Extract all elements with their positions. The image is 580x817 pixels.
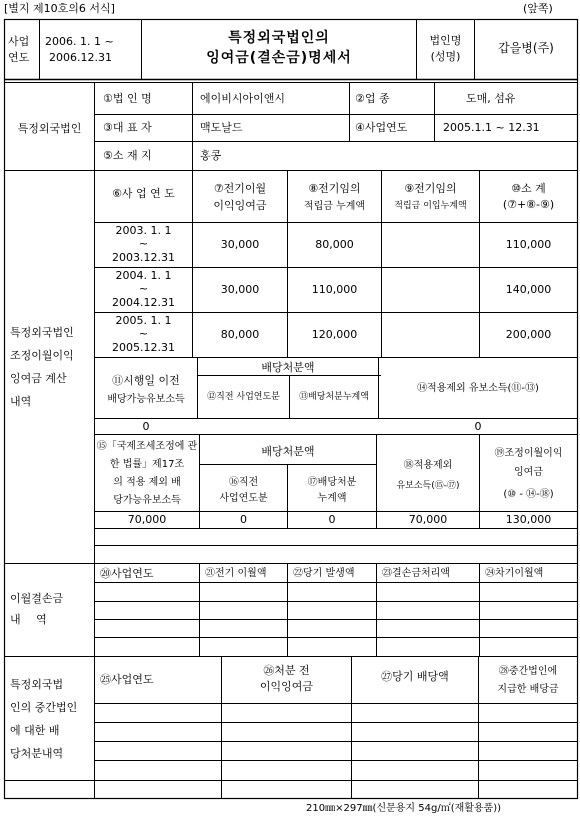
row3-tilde: ~ <box>138 327 149 340</box>
period-to: 2006.12.31 <box>49 51 112 64</box>
value-18: 70,000 <box>408 513 448 526</box>
form-title-line-1: 특정외국법인의 <box>228 30 330 46</box>
section-intermediate-1: 특정외국법 <box>10 678 64 691</box>
col10-header-2: (⑦+⑧-⑨) <box>502 198 555 211</box>
col16-header-2: 사업연도분 <box>219 493 268 504</box>
row3-v7: 80,000 <box>220 328 260 341</box>
value-16: 0 <box>240 513 247 526</box>
section-adjusted-label-4: 내역 <box>10 395 32 408</box>
col22-header: ㉒당기 발생액 <box>293 568 355 579</box>
business-type-label: ②업 종 <box>355 92 390 105</box>
fiscal-year-value: 2005.1.1 ~ 12.31 <box>443 121 540 134</box>
col11-header-1: ⑪시행일 이전 <box>112 373 180 387</box>
row2-to: 2004.12.31 <box>112 296 175 309</box>
value-14: 0 <box>474 420 482 433</box>
row1-v8: 80,000 <box>315 238 354 251</box>
corp-name-value: 갑을병(주) <box>498 40 554 55</box>
section-carryover-loss-1: 이월결손금 <box>10 592 64 605</box>
period-label-1: 사업 <box>8 35 30 48</box>
col19-header-2: 잉여금 <box>514 467 543 478</box>
section-adjusted-label-1: 특정외국법인 <box>10 326 74 339</box>
col12-header: ⑫직전 사업연도분 <box>207 392 280 402</box>
col15-header-1: ⑮「국제조세조정에 관 <box>96 441 198 452</box>
value-15: 70,000 <box>127 513 167 526</box>
col17-header-1: ⑰배당처분 <box>307 477 357 488</box>
row2-tilde: ~ <box>138 282 149 295</box>
col28-header-1: ㉘중간법인에 <box>498 666 558 677</box>
value-19: 130,000 <box>505 513 552 526</box>
col19-header-1: ⑲조정이월이익 <box>494 448 563 459</box>
col18-header-2: 유보소득(⑮-⑰) <box>396 481 460 491</box>
row2-v8: 110,000 <box>311 283 358 296</box>
row3-v10: 200,000 <box>505 328 552 341</box>
front-side-label: (앞쪽) <box>523 2 553 15</box>
col18-header-1: ⑱적용제외 <box>403 460 453 471</box>
col26-header-1: ㉖처분 전 <box>263 663 310 677</box>
corp-name-label-2: (성명) <box>430 49 461 63</box>
dividend-allocation-header: 배당처분액 <box>261 360 315 374</box>
col15-header-2: 한 법률」제17조 <box>109 459 185 470</box>
col9-header-2: 적립금 이입누계액 <box>394 201 467 211</box>
corp-name-field-label: ①법 인 명 <box>103 92 152 105</box>
col15-header-4: 당가능유보소득 <box>113 495 181 506</box>
col15-header-3: 의 적용 제외 배 <box>113 477 181 488</box>
value-11: 0 <box>142 420 150 433</box>
col21-header: ㉑전기 이월액 <box>205 568 267 579</box>
col7-header-1: ⑦전기이월 <box>213 181 267 195</box>
col24-header: ㉔차기이월액 <box>485 568 544 579</box>
col27-header: ㉗당기 배당액 <box>381 669 449 683</box>
section-adjusted-label-2: 조정이월이익 <box>10 349 74 362</box>
col8-header-1: ⑧전기임의 <box>308 181 361 195</box>
col20-header: ⑳사업연도 <box>100 567 154 580</box>
address-label: ⑤소 재 지 <box>103 149 152 162</box>
corp-name-label-1: 법인명 <box>429 33 462 47</box>
section-intermediate-4: 당처분내역 <box>10 747 64 760</box>
paper-spec-footer: 210㎜×297㎜(신문용지 54g/㎡(재활용품)) <box>306 803 502 814</box>
section-foreign-corp: 특정외국법인 <box>17 122 82 135</box>
col28-header-2: 지급한 배당금 <box>497 684 559 695</box>
period-label-2: 연도 <box>8 51 30 64</box>
section-intermediate-3: 에 대한 배 <box>10 724 60 737</box>
form-number: [별지 제10호의6 서식] <box>4 2 115 15</box>
representative-label: ③대 표 자 <box>103 121 152 134</box>
value-17: 0 <box>328 513 336 526</box>
col6-header: ⑥사 업 연 도 <box>112 186 175 200</box>
form-title-line-2: 잉여금(결손금)명세서 <box>206 50 352 66</box>
row1-to: 2003.12.31 <box>112 251 175 264</box>
row3-v8: 120,000 <box>311 328 358 341</box>
fiscal-year-label: ④사업연도 <box>355 121 408 134</box>
col14-header: ⑭적용제외 유보소득(⑪-⑬) <box>417 383 539 394</box>
dividend-allocation-header-2: 배당처분액 <box>261 444 315 458</box>
col9-header-1: ⑨전기임의 <box>404 181 457 195</box>
section-adjusted-label-3: 잉여금 계산 <box>10 372 67 385</box>
col8-header-2: 적립금 누계액 <box>303 201 366 212</box>
col23-header: ㉓결손금처리액 <box>382 568 450 579</box>
section-intermediate-2: 인의 중간법인 <box>10 701 78 714</box>
row1-from: 2003. 1. 1 <box>115 224 172 237</box>
representative-value: 맥도날드 <box>200 121 243 134</box>
address-value: 홍콩 <box>200 149 222 162</box>
row1-tilde: ~ <box>138 237 149 250</box>
row2-v7: 30,000 <box>220 283 260 296</box>
col16-header-1: ⑯직전 <box>228 477 259 488</box>
col11-header-2: 배당가능유보소득 <box>107 394 185 405</box>
section-carryover-loss-2: 내 역 <box>10 613 53 626</box>
business-type-value: 도매, 섬유 <box>466 92 516 105</box>
col25-header: ㉕사업연도 <box>100 673 154 686</box>
row2-from: 2004. 1. 1 <box>115 269 172 282</box>
corp-name-field-value: 에이비시아이앤시 <box>200 92 286 105</box>
period-from: 2006. 1. 1 ~ <box>45 35 114 48</box>
col19-header-3: (⑩ - ⑭-⑱) <box>503 489 554 500</box>
row1-v7: 30,000 <box>220 238 260 251</box>
row3-from: 2005. 1. 1 <box>115 314 172 327</box>
col10-header-1: ⑩소 계 <box>511 181 546 195</box>
col7-header-2: 이익잉여금 <box>213 198 267 212</box>
col13-header: ⑬배당처분누계액 <box>299 392 369 402</box>
row1-v10: 110,000 <box>505 238 552 251</box>
col17-header-2: 누계액 <box>317 493 347 504</box>
row2-v10: 140,000 <box>505 283 552 296</box>
col26-header-2: 이익잉여금 <box>259 679 314 693</box>
row3-to: 2005.12.31 <box>112 341 175 354</box>
